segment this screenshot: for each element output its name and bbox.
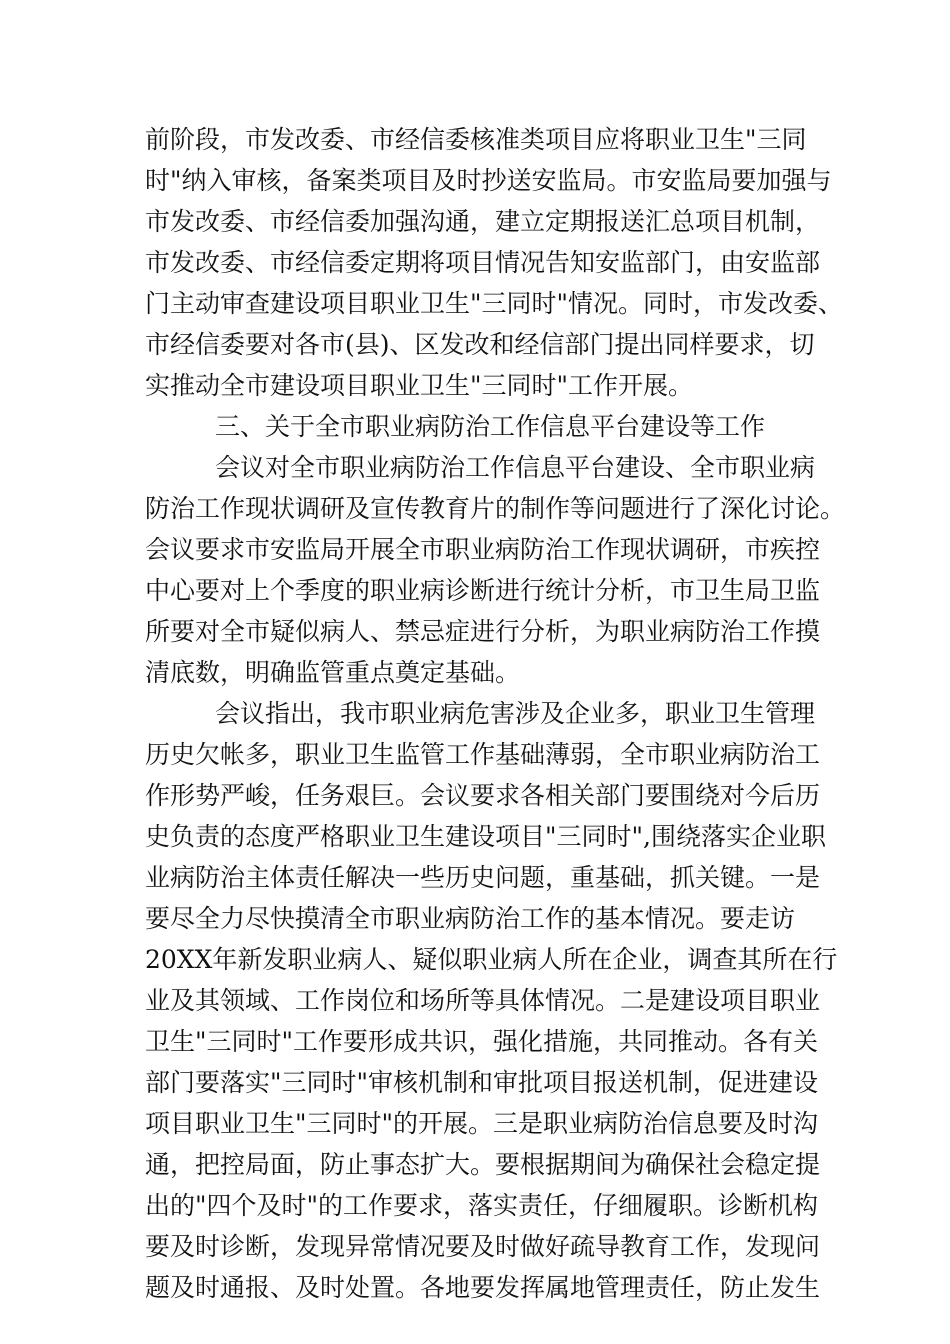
text-line: 历史欠帐多，职业卫生监管工作基础薄弱，全市职业病防治工 [145, 740, 821, 769]
text-line: 会议要求市安监局开展全市职业病防治工作现状调研，市疾控 [145, 535, 821, 564]
text-line: 部门要落实"三同时"审核机制和审批项目报送机制，促进建设 [145, 1068, 819, 1097]
text-line: 出的"四个及时"的工作要求，落实责任，仔细履职。诊断机构 [145, 1191, 819, 1220]
text-line: 前阶段，市发改委、市经信委核准类项目应将职业卫生"三同 [145, 125, 807, 154]
text-line: 史负责的态度严格职业卫生建设项目"三同时",围绕落实企业职 [145, 822, 826, 851]
text-line: 会议对全市职业病防治工作信息平台建设、全市职业病 [215, 453, 816, 482]
text-line: 市发改委、市经信委定期将项目情况告知安监部门，由安监部 [145, 248, 821, 277]
text-line: 题及时通报、及时处置。各地要发挥属地管理责任，防止发生 [145, 1273, 821, 1302]
text-line: 要及时诊断，发现异常情况要及时做好疏导教育工作，发现问 [145, 1232, 821, 1261]
text-line: 市经信委要对各市(县)、区发改和经信部门提出同样要求，切 [145, 330, 815, 359]
text-line: 防治工作现状调研及宣传教育片的制作等问题进行了深化讨论。 [145, 494, 846, 523]
text-line: 市发改委、市经信委加强沟通，建立定期报送汇总项目机制， [145, 207, 821, 236]
text-line: 作形势严峻，任务艰巨。会议要求各相关部门要围绕对今后历 [145, 781, 821, 810]
section-heading: 三、关于全市职业病防治工作信息平台建设等工作 [215, 412, 766, 441]
text-line: 卫生"三同时"工作要形成共识，强化措施，共同推动。各有关 [145, 1027, 819, 1056]
text-line: 时"纳入审核，备案类项目及时抄送安监局。市安监局要加强与 [145, 166, 832, 195]
text-line: 门主动审查建设项目职业卫生"三同时"情况。同时，市发改委、 [145, 289, 844, 318]
text-line: 所要对全市疑似病人、禁忌症进行分析，为职业病防治工作摸 [145, 617, 821, 646]
text-line: 业及其领域、工作岗位和场所等具体情况。二是建设项目职业 [145, 986, 821, 1015]
text-line: 通，把控局面，防止事态扩大。要根据期间为确保社会稳定提 [145, 1150, 821, 1179]
text-line: 会议指出，我市职业病危害涉及企业多，职业卫生管理 [215, 699, 816, 728]
text-line: 业病防治主体责任解决一些历史问题，重基础，抓关键。一是 [145, 863, 821, 892]
text-line: 项目职业卫生"三同时"的开展。三是职业病防治信息要及时沟 [145, 1109, 819, 1138]
text-line: 要尽全力尽快摸清全市职业病防治工作的基本情况。要走访 [145, 904, 796, 933]
text-line: 清底数，明确监管重点奠定基础。 [145, 658, 521, 687]
text-line: 中心要对上个季度的职业病诊断进行统计分析，市卫生局卫监 [145, 576, 821, 605]
text-line: 20XX年新发职业病人、疑似职业病人所在企业，调查其所在行 [145, 945, 838, 974]
text-line: 实推动全市建设项目职业卫生"三同时"工作开展。 [145, 371, 693, 400]
